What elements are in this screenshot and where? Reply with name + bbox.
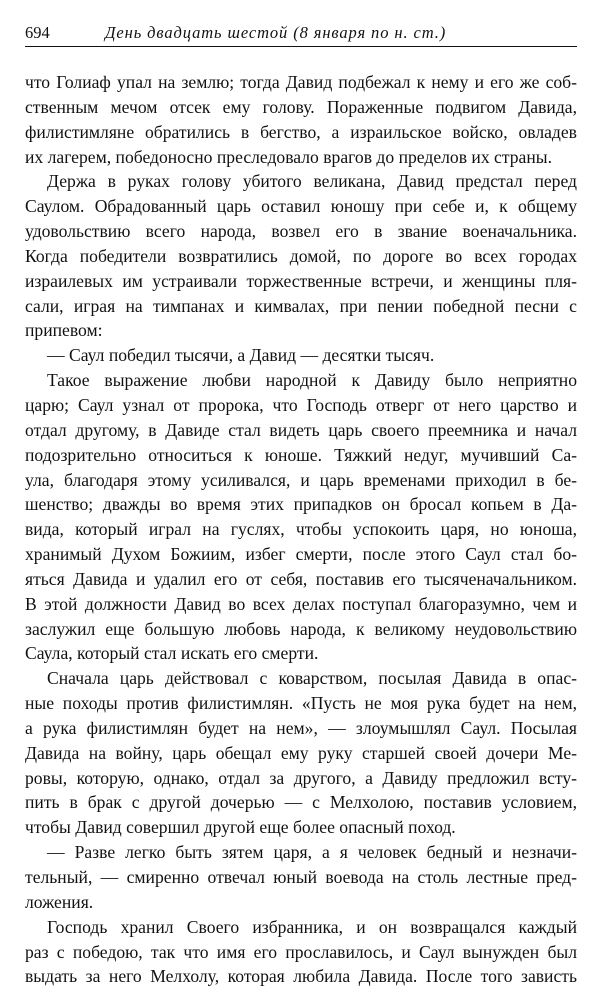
text-line: сали, играя на тимпанах и кимвалах, при пении победной песни с [25, 295, 577, 316]
page-header [25, 20, 577, 47]
text-line: удовольствию всего народа, возвел его в звание военачальника. [25, 221, 577, 242]
text-line: Такое выражение любви народной к Давиду было неприятно [47, 370, 577, 391]
text-line: ложения. [25, 891, 94, 912]
text-line: Когда победители возвратились домой, по дороге во всех городах [25, 245, 577, 266]
text-line: пить в брак с другой дочерью — с Мелхолою, поставив условием, [25, 792, 577, 813]
text-line: подозрительно относиться к юноше. Тяжкий недуг, мучивший Са- [25, 444, 577, 465]
text-line: ровы, которую, однако, отдал за другого, а Давиду предложил всту- [25, 767, 577, 788]
text-line: заслужил еще большую любовь народа, к великому неудовольствию [25, 618, 577, 639]
text-line: вида, который играл на гуслях, чтобы успокоить царя, но юноша, [25, 519, 577, 540]
book-page [25, 20, 577, 989]
page-number: 694 [25, 23, 50, 42]
text-line: израилевых им устраивали торжественные встречи, и женщины пля- [25, 270, 577, 291]
text-line: Давида на войну, царь обещал ему руку старшей своей дочери Ме- [25, 742, 577, 763]
text-line: шенство; дважды во время этих припадков он бросал копьем в Да- [25, 494, 577, 515]
text-line: отдал другому, в Давиде стал видеть царь своего преемника и начал [25, 419, 577, 440]
text-line: их лагерем, победоносно преследовало врагов до пределов их страны. [25, 146, 552, 167]
text-line: яться Давида и удалил его от себя, поставив его тысяченачальником. [25, 568, 577, 589]
text-line: раз с победою, так что имя его прославилось, и Саул вынужден был [25, 941, 577, 962]
text-line: ственным мечом отсек ему голову. Пораженные подвигом Давида, [25, 96, 577, 117]
text-line: что Голиаф упал на землю; тогда Давид подбежал к нему и его же соб- [25, 72, 577, 92]
text-line: Саула, который стал искать его смерти. [25, 643, 319, 664]
text-line: Держа в руках голову убитого великана, Давид предстал перед [47, 171, 577, 192]
text-line: хранимый Духом Божиим, избег смерти, после этого Саул стал бо- [25, 544, 577, 565]
text-line: припевом: [25, 320, 103, 341]
text-line: Господь хранил Своего избранника, и он возвращался каждый [47, 916, 577, 937]
text-line: — Разве легко быть зятем царя, а я человек бедный и незначи- [47, 842, 577, 863]
text-line: Саулом. Обрадованный царь оставил юношу при себе и, к общему [25, 196, 577, 217]
running-title: День двадцать шестой (8 января по н. ст.) [105, 23, 447, 42]
body-text [25, 70, 577, 989]
text-line: царю; Саул узнал от пророка, что Господь отверг от него царство и [25, 394, 577, 415]
text-line: Сначала царь действовал с коварством, посылая Давида в опас- [47, 668, 577, 689]
text-line: а рука филистимлян будет на нем», — злоумышлял Саул. Посылая [25, 717, 577, 738]
text-line: чтобы Давид совершил другой еще более опасный поход. [25, 817, 456, 838]
text-line: — Саул победил тысячи, а Давид — десятки тысяч. [47, 345, 435, 366]
text-line: ные походы против филистимлян. «Пусть не моя рука будет на нем, [25, 693, 577, 714]
text-line: выдать за него Мелхолу, которая любила Давида. После того зависть [25, 966, 577, 987]
text-line: тельный, — смиренно отвечал юный воевода на столь лестные пред- [25, 867, 577, 887]
text-line: филистимляне обратились в бегство, а израильское войско, овладев [25, 121, 577, 142]
text-line: В этой должности Давид во всех делах поступал благоразумно, чем и [25, 593, 577, 614]
text-line: ула, благодаря этому усиливался, и царь временами приходил в бе- [25, 469, 577, 490]
